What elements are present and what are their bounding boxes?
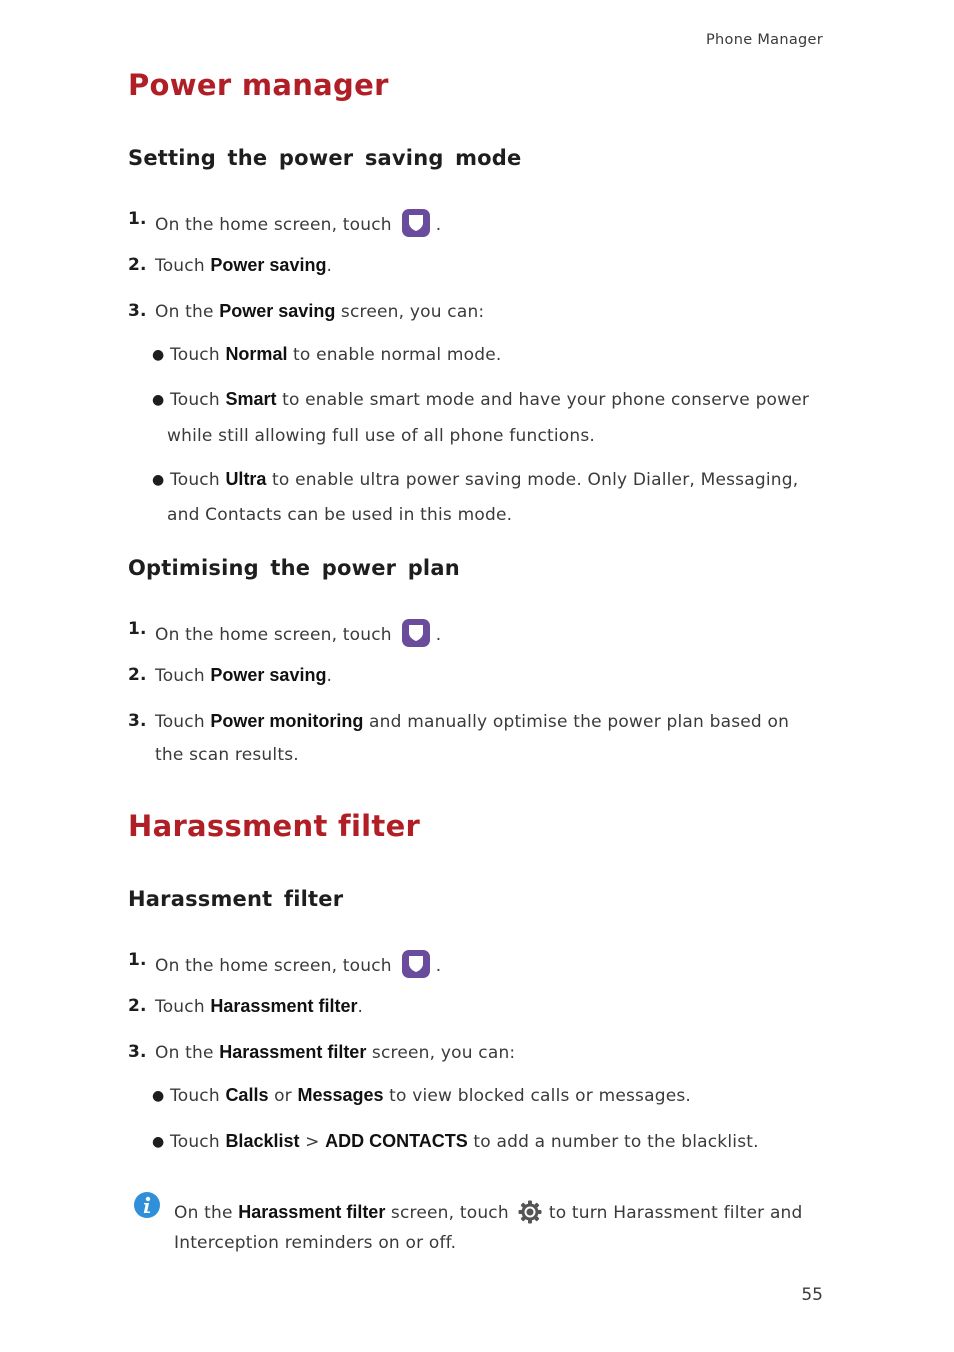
step-text: Touch Harassment filter. [155,996,364,1017]
bullet-item: ● Touch Calls or Messages to view blocked calls or messages. [152,1085,692,1106]
bullet-dot-icon: ● [152,392,165,408]
step-number: 2. [128,255,147,275]
ui-label: Smart [225,389,277,409]
bullet-dot-icon: ● [152,347,165,363]
bullet-item: ● Touch Normal to enable normal mode. [152,344,502,365]
page-number: 55 [801,1285,823,1305]
ui-label: Harassment filter [219,1042,367,1062]
ui-label: Power saving [219,301,336,321]
step-text: On the Harassment filter screen, you can: [155,1042,516,1063]
phone-manager-shield-icon [402,209,430,237]
ui-label: Power monitoring [210,711,364,731]
ui-label: Harassment filter [210,996,358,1016]
ui-label: Ultra [225,469,267,489]
bullet-item: ● Touch Smart to enable smart mode and have your phone conserve power [152,389,810,410]
step-number: 2. [128,996,147,1016]
ui-label: Blacklist [225,1131,300,1151]
step-number: 3. [128,1042,147,1062]
subheading-power-saving-mode: Setting the power saving mode [128,146,522,170]
running-header: Phone Manager [706,32,823,48]
bullet-item: ● Touch Blacklist > ADD CONTACTS to add a number to the blacklist. [152,1131,759,1152]
bullet-continuation: while still allowing full use of all phone functions. [167,426,596,446]
bullet-continuation: and Contacts can be used in this mode. [167,505,513,525]
step-text: On the Power saving screen, you can: [155,301,485,322]
ui-label: ADD CONTACTS [325,1131,468,1151]
bullet-dot-icon: ● [152,1134,165,1150]
section-title-power-manager: Power manager [128,68,389,102]
phone-manager-shield-icon [402,619,430,647]
phone-manager-shield-icon [402,950,430,978]
ui-label: Normal [225,344,288,364]
subheading-power-plan: Optimising the power plan [128,556,460,580]
step-number: 2. [128,665,147,685]
note-text: On the Harassment filter screen, touch to turn Harassment filter and [174,1199,803,1225]
ui-label: Messages [297,1085,384,1105]
subheading-harassment-filter: Harassment filter [128,887,344,911]
step-number: 1. [128,209,147,229]
step-number: 1. [128,619,147,639]
ui-label: Power saving [210,255,327,275]
step-number: 3. [128,711,147,731]
section-title-harassment-filter: Harassment filter [128,809,421,843]
step-text: Touch Power monitoring and manually optimise the power plan based on [155,711,790,732]
step-continuation: the scan results. [155,745,299,765]
step-number: 1. [128,950,147,970]
gear-icon [517,1199,543,1225]
bullet-dot-icon: ● [152,1088,165,1104]
ui-label: Power saving [210,665,327,685]
bullet-item: ● Touch Ultra to enable ultra power saving mode. Only Dialler, Messaging, [152,469,799,490]
step-text: On the home screen, touch . [155,950,441,978]
step-text: On the home screen, touch . [155,209,441,237]
info-icon [133,1191,161,1219]
bullet-dot-icon: ● [152,472,165,488]
step-text: On the home screen, touch . [155,619,441,647]
ui-label: Calls [225,1085,269,1105]
step-text: Touch Power saving. [155,665,333,686]
step-text: Touch Power saving. [155,255,333,276]
note-continuation: Interception reminders on or off. [174,1233,457,1253]
step-number: 3. [128,301,147,321]
ui-label: Harassment filter [238,1202,386,1222]
